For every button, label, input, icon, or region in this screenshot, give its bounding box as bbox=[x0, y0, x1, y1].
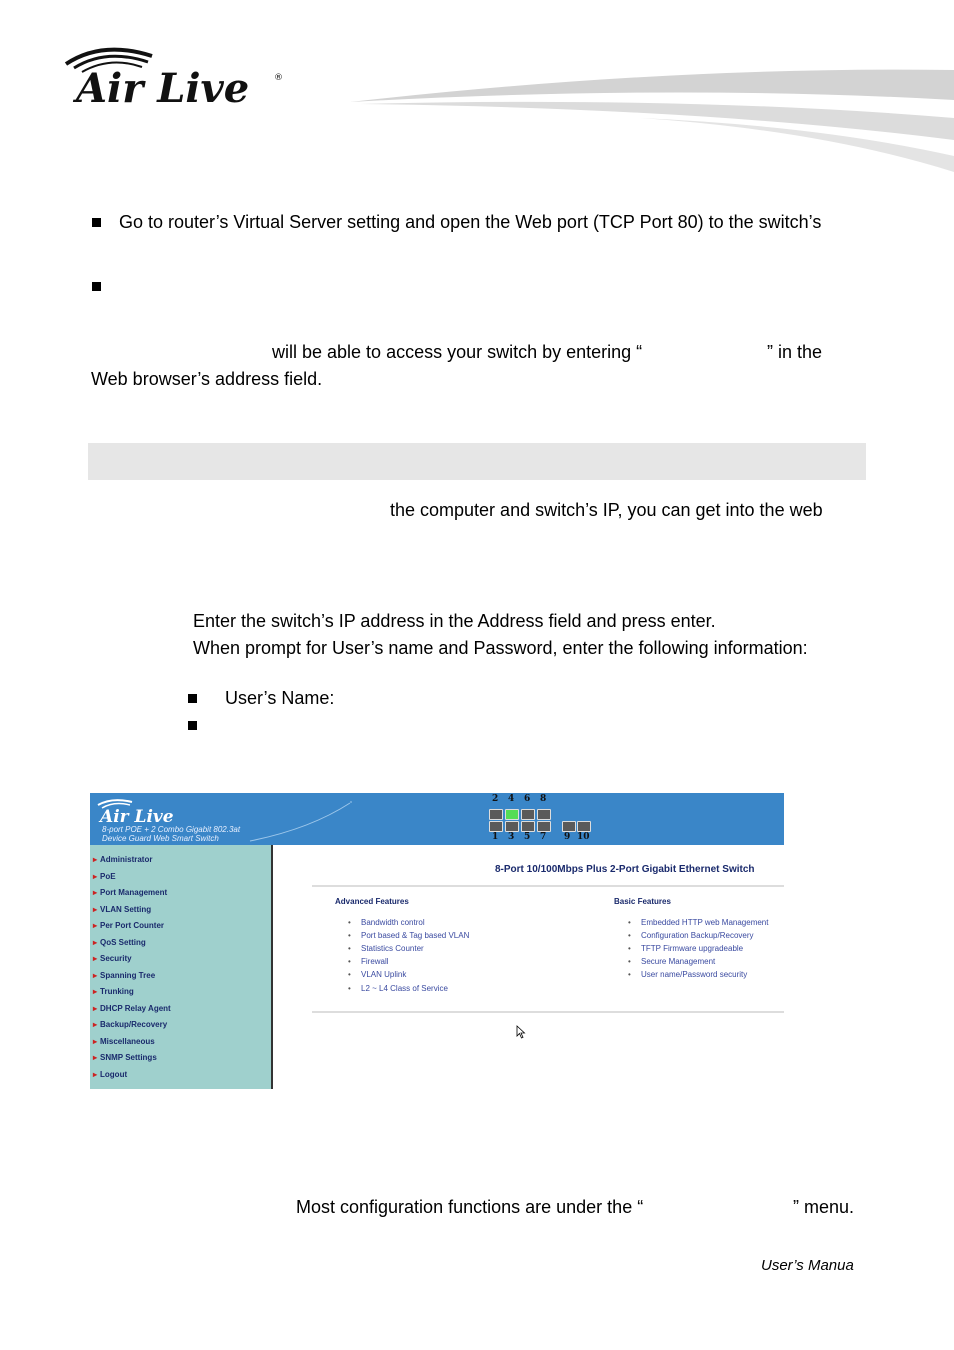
menu-item-spanning-tree: ▸ Spanning Tree bbox=[93, 971, 155, 980]
switch-web-ui-screenshot bbox=[90, 793, 784, 1089]
port-number: 6 bbox=[524, 794, 531, 804]
port-number: 3 bbox=[508, 832, 515, 842]
port-number: 8 bbox=[540, 794, 547, 804]
feature-item: • TFTP Firmware upgradeable bbox=[641, 944, 743, 953]
port-number: 1 bbox=[492, 832, 499, 842]
header-swoosh bbox=[340, 60, 954, 180]
ip-text: the computer and switch’s IP, you can get into the web bbox=[390, 500, 823, 520]
screenshot-header bbox=[90, 793, 784, 845]
port-number: 10 bbox=[577, 832, 590, 842]
bullet-square bbox=[188, 721, 197, 730]
port-number: 7 bbox=[540, 832, 547, 842]
bullet-square bbox=[188, 694, 197, 703]
port-3-indicator bbox=[505, 821, 519, 832]
port-2-indicator bbox=[489, 809, 503, 820]
access-text-post: ” in the bbox=[767, 342, 823, 362]
screenshot-subtitle-2: Device Guard Web Smart Switch bbox=[102, 834, 219, 843]
config-text-pre: Most configuration functions are under the “ bbox=[296, 1197, 644, 1217]
menu-item-per-port-counter: ▸ Per Port Counter bbox=[93, 921, 164, 930]
port-4-indicator bbox=[505, 809, 519, 820]
menu-item-security: ▸ Security bbox=[93, 954, 132, 963]
menu-item-miscellaneous: ▸ Miscellaneous bbox=[93, 1037, 155, 1046]
access-text-pre: will be able to access your switch by entering “ bbox=[272, 342, 643, 362]
menu-item-qos-setting: ▸ QoS Setting bbox=[93, 938, 146, 947]
menu-item-dhcp-relay-agent: ▸ DHCP Relay Agent bbox=[93, 1004, 171, 1013]
port-1-indicator bbox=[489, 821, 503, 832]
section-heading-bar bbox=[88, 443, 866, 480]
port-8-indicator bbox=[537, 809, 551, 820]
advanced-features-header: Advanced Features bbox=[335, 897, 409, 906]
feature-item: • Statistics Counter bbox=[361, 944, 424, 953]
port-number: 5 bbox=[524, 832, 531, 842]
port-number: 2 bbox=[492, 794, 499, 804]
divider bbox=[312, 885, 784, 887]
menu-item-backup-recovery: ▸ Backup/Recovery bbox=[93, 1020, 167, 1029]
menu-item-snmp-settings: ▸ SNMP Settings bbox=[93, 1053, 157, 1062]
port-7-indicator bbox=[537, 821, 551, 832]
bullet1-text: Go to router’s Virtual Server setting and open the Web port (TCP Port 80) to the switch’s bbox=[119, 212, 822, 232]
mouse-cursor-icon bbox=[516, 1025, 526, 1039]
port-number: 4 bbox=[508, 794, 515, 804]
feature-item: • L2 ~ L4 Class of Service bbox=[361, 984, 448, 993]
screenshot-subtitle-1: 8-port POE + 2 Combo Gigabit 802.3at bbox=[102, 825, 241, 834]
user-name-label: User’s Name: bbox=[225, 688, 335, 708]
feature-item: • User name/Password security bbox=[641, 970, 747, 979]
step1-text: Enter the switch’s IP address in the Address field and press enter. bbox=[193, 611, 716, 631]
feature-item: • Secure Management bbox=[641, 957, 715, 966]
airlive-logo bbox=[62, 42, 292, 112]
feature-item: • Bandwidth control bbox=[361, 918, 425, 927]
screenshot-brand: Air Live bbox=[100, 807, 174, 827]
footer-manual-label: User’s Manua bbox=[761, 1257, 854, 1274]
screenshot-sidebar bbox=[90, 845, 273, 1089]
svg-text:®: ® bbox=[274, 73, 283, 83]
menu-item-administrator: ▸ Administrator bbox=[93, 855, 152, 864]
port-5-indicator bbox=[521, 821, 535, 832]
feature-item: • Port based & Tag based VLAN bbox=[361, 931, 469, 940]
feature-item: • Firewall bbox=[361, 957, 389, 966]
basic-features-header: Basic Features bbox=[614, 897, 671, 906]
access-text-line2: Web browser’s address field. bbox=[91, 369, 323, 389]
port-number: 9 bbox=[564, 832, 571, 842]
menu-item-port-management: ▸ Port Management bbox=[93, 888, 167, 897]
port-6-indicator bbox=[521, 809, 535, 820]
screenshot-main-title: 8-Port 10/100Mbps Plus 2-Port Gigabit Ethernet Switch bbox=[495, 864, 755, 875]
bullet-square bbox=[92, 218, 101, 227]
feature-item: • VLAN Uplink bbox=[361, 970, 406, 979]
port-10-indicator bbox=[577, 821, 591, 832]
port-9-indicator bbox=[562, 821, 576, 832]
bullet-square bbox=[92, 282, 101, 291]
menu-item-logout: ▸ Logout bbox=[93, 1070, 127, 1079]
menu-item-vlan-setting: ▸ VLAN Setting bbox=[93, 905, 151, 914]
menu-item-trunking: ▸ Trunking bbox=[93, 987, 134, 996]
step2-text: When prompt for User’s name and Password, enter the following information: bbox=[193, 638, 808, 658]
feature-item: • Configuration Backup/Recovery bbox=[641, 931, 754, 940]
divider bbox=[312, 1011, 784, 1013]
svg-text:Air Live: Air Live bbox=[76, 65, 250, 112]
menu-item-poe: ▸ PoE bbox=[93, 872, 116, 881]
config-text-post: ” menu. bbox=[793, 1197, 855, 1217]
feature-item: • Embedded HTTP web Management bbox=[641, 918, 768, 927]
